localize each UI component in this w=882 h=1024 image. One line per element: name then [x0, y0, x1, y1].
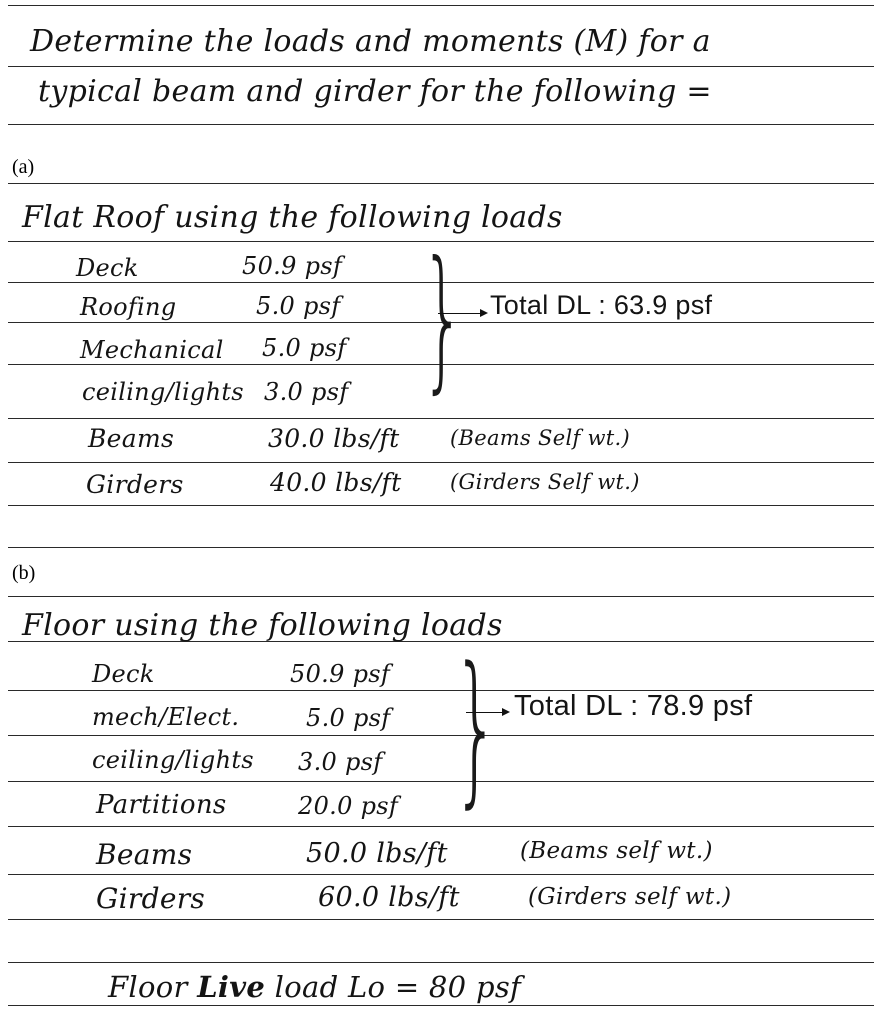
arrow-icon: [466, 712, 504, 713]
ruled-line: [8, 735, 874, 736]
live-load-rest: load Lo = 80 psf: [274, 970, 522, 1004]
part-a-total: Total DL : 63.9 psf: [490, 290, 713, 320]
ruled-line: [8, 826, 874, 827]
ruled-line: [8, 462, 874, 463]
part-b-item-value: 20.0 psf: [298, 792, 399, 820]
part-b-girders-name: Girders: [96, 882, 206, 915]
part-a-item-value: 5.0 psf: [256, 292, 341, 320]
part-b-girders-note: (Girders self wt.): [528, 884, 732, 910]
intro-line-2: typical beam and girder for the following =: [38, 74, 712, 109]
ruled-line: [8, 418, 874, 419]
ruled-line: [8, 124, 874, 125]
part-b-item-name: ceiling/lights: [92, 746, 254, 774]
ruled-line: [8, 547, 874, 548]
part-b-beams-name: Beams: [96, 838, 193, 871]
ruled-line: [8, 505, 874, 506]
part-a-girders-note: (Girders Self wt.): [450, 470, 640, 494]
part-b-beams-note: (Beams self wt.): [520, 838, 713, 864]
part-a-item-value: 3.0 psf: [264, 378, 349, 406]
part-b-item-value: 3.0 psf: [298, 748, 383, 776]
part-a-item-value: 5.0 psf: [262, 334, 347, 362]
part-a-heading: Flat Roof using the following loads: [22, 200, 563, 235]
brace: }: [420, 229, 466, 408]
part-a-beams-name: Beams: [88, 424, 175, 453]
part-a-item-name: Roofing: [80, 293, 177, 321]
part-a-item-name: Mechanical: [80, 336, 224, 364]
part-a-beams-note: (Beams Self wt.): [450, 426, 630, 450]
ruled-line: [8, 874, 874, 875]
intro-line-1: Determine the loads and moments (M) for a: [30, 24, 711, 59]
part-b-girders-value: 60.0 lbs/ft: [318, 882, 460, 913]
ruled-line: [8, 596, 874, 597]
part-a-item-name: ceiling/lights: [82, 378, 244, 406]
part-b-heading: Floor using the following loads: [22, 608, 503, 643]
live-load-line: [108, 970, 521, 1004]
part-a-beams-value: 30.0 lbs/ft: [268, 424, 400, 453]
arrow-icon: [438, 313, 482, 314]
part-b-total: Total DL : 78.9 psf: [514, 690, 753, 722]
part-b-item-value: 50.9 psf: [290, 660, 391, 688]
part-b-item-name: Partitions: [96, 790, 227, 820]
part-b-label: (b): [12, 562, 36, 584]
ruled-line: [8, 919, 874, 920]
part-a-girders-value: 40.0 lbs/ft: [270, 468, 402, 497]
ruled-line: [8, 781, 874, 782]
part-a-girders-name: Girders: [86, 470, 184, 499]
part-b-item-value: 5.0 psf: [306, 704, 391, 732]
ruled-line: [8, 1005, 874, 1006]
ruled-line: [8, 5, 874, 6]
ruled-line: [8, 962, 874, 963]
live-load-label: Floor: [108, 970, 188, 1004]
ruled-line: [8, 66, 874, 67]
ruled-line: [8, 183, 874, 184]
live-load-word: Live: [197, 970, 266, 1004]
part-b-item-name: mech/Elect.: [92, 703, 240, 731]
part-a-item-name: Deck: [76, 254, 139, 282]
part-a-label: (a): [12, 156, 35, 178]
part-b-item-name: Deck: [92, 660, 155, 688]
part-a-item-value: 50.9 psf: [242, 252, 343, 280]
part-b-beams-value: 50.0 lbs/ft: [306, 838, 448, 869]
brace: }: [452, 632, 500, 823]
